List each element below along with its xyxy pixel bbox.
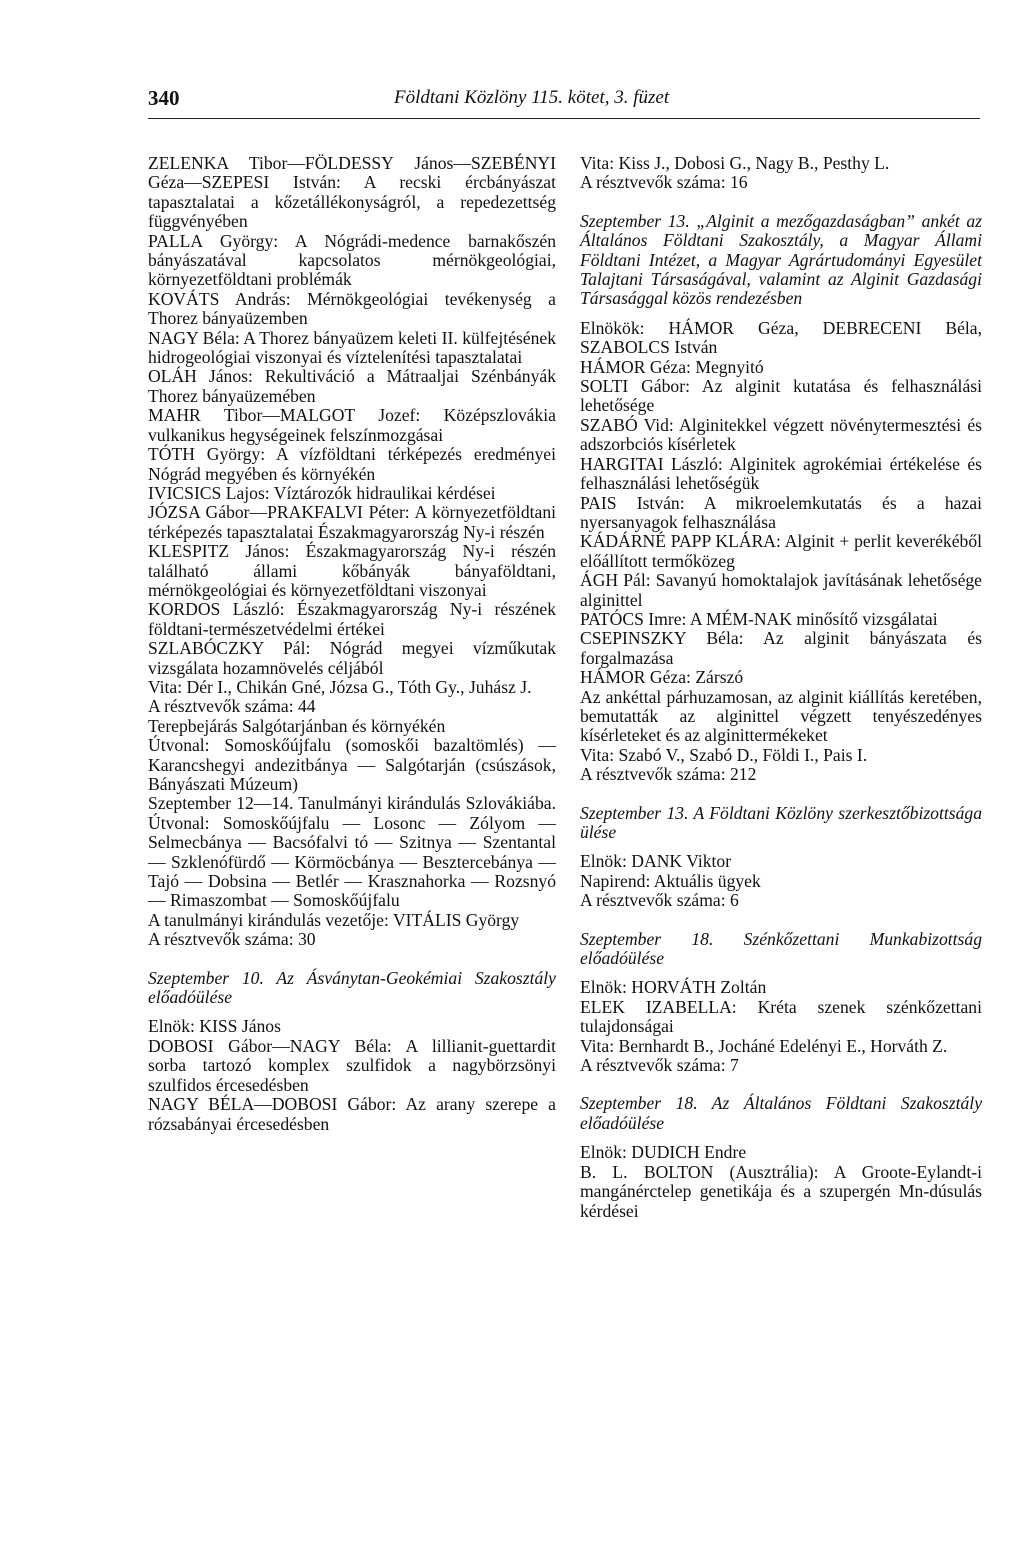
chair-line: Elnök: DANK Viktor (580, 851, 732, 872)
paragraph: Szeptember 12—14. Tanulmányi kirándulás Szlovákiába. Útvonal: Somoskőújfalu — Losonc — Zólyom — Selmecbánya — Bacsófalvi tó — Szitnya — Szentantal — Szklenófürdő — Körmöcbánya — Besztercebánya — Tajó — Dobsina — Betlér — Krasznahorka — Rozsnyó — Rimaszombat — Somoskőújfalu (148, 793, 556, 911)
session-heading: Szeptember 18. Az Általános Földtani Szakosztály előadóülése (580, 1093, 982, 1133)
paragraph: MAHR Tibor—MALGOT Jozef: Középszlovákia vulkanikus hegységeinek felszínmozgásai (148, 405, 556, 445)
page-number: 340 (148, 86, 180, 110)
paragraph: Terepbejárás Salgótarjánban és környékén (148, 715, 446, 736)
session-heading: Szeptember 13. A Földtani Közlöny szerkesztőbizottsága ülése (580, 802, 982, 842)
paragraph: HÁMOR Géza: Megnyitó (580, 356, 764, 377)
attendance-line: A résztvevők száma: 212 (580, 764, 757, 785)
paragraph: KORDOS László: Északmagyarország Ny-i részének földtani-természetvédelmi értékei (148, 599, 556, 639)
paragraph: ELEK IZABELLA: Kréta szenek szénkőzettani tulajdonságai (580, 996, 982, 1037)
chair-line: Elnök: DUDICH Endre (580, 1142, 747, 1163)
discussion-line: Vita: Szabó V., Szabó D., Földi I., Pais I. (580, 744, 868, 765)
paragraph: KÁDÁRNÉ PAPP KLÁRA: Alginit + perlit keverékéből előállított termőközeg (580, 531, 982, 571)
paragraph: A tanulmányi kirándulás vezetője: VITÁLIS György (148, 909, 520, 930)
header-rule (148, 118, 980, 119)
paragraph: JÓZSA Gábor—PRAKFALVI Péter: A környezetföldtani térképezés tapasztalatai Északmagyarország Ny-i részén (148, 502, 556, 542)
right-column (580, 154, 982, 1221)
session-heading: Szeptember 10. Az Ásványtan-Geokémiai Szakosztály előadóülése (148, 967, 556, 1008)
paragraph: NAGY BÉLA—DOBOSI Gábor: Az arany szerepe a rózsabányai ércesedésben (148, 1094, 556, 1134)
paragraph: PATÓCS Imre: A MÉM-NAK minősítő vizsgálatai (580, 608, 938, 629)
discussion-line: Vita: Bernhardt B., Jocháné Edelényi E., Horváth Z. (580, 1035, 948, 1056)
paragraph: PALLA György: A Nógrádi-medence barnakőszén bányászatával kapcsolatos mérnökgeológiai, környezetföldtani problémák (148, 230, 556, 290)
paragraph: NAGY Béla: A Thorez bányaüzem keleti II. külfejtésének hidrogeológiai viszonyai és víztelenítési tapasztalatai (148, 327, 556, 368)
discussion-line: Vita: Dér I., Chikán Gné, Józsa G., Tóth Gy., Juhász J. (148, 676, 532, 697)
paragraph: OLÁH János: Rekultiváció a Mátraaljai Szénbányák Thorez bányaüzemében (148, 366, 556, 406)
paragraph: CSEPINSZKY Béla: Az alginit bányászata és forgalmazása (580, 628, 982, 668)
running-header (148, 86, 980, 114)
attendance-line: A résztvevők száma: 44 (148, 696, 316, 717)
chair-line: Elnök: KISS János (148, 1016, 281, 1037)
paragraph: PAIS István: A mikroelemkutatás és a hazai nyersanyagok felhasználása (580, 492, 982, 532)
paragraph: HARGITAI László: Alginitek agrokémiai értékelése és felhasználási lehetőségük (580, 453, 982, 494)
paragraph: ÁGH Pál: Savanyú homoktalajok javításának lehetősége alginittel (580, 570, 982, 610)
paragraph: SZLABÓCZKY Pál: Nógrád megyei vízműkutak vizsgálata hozamnövelés céljából (148, 638, 556, 678)
discussion-line: Vita: Kiss J., Dobosi G., Nagy B., Pesthy L. (580, 153, 890, 173)
session-heading: Szeptember 18. Szénkőzettani Munkabizottság előadóülése (580, 928, 982, 969)
attendance-line: A résztvevők száma: 30 (148, 929, 316, 950)
paragraph: ZELENKA Tibor—FÖLDESSY János—SZEBÉNYI Géza—SZEPESI István: A recski ércbányászat tapasztalatai a kőzetállékonyságról, a repedezettség függvényében (148, 153, 556, 232)
paragraph: DOBOSI Gábor—NAGY Béla: A lillianit-guettardit sorba tartozó komplex szulfidok a nagybörzsönyi szulfidos ércesedésben (148, 1035, 556, 1095)
attendance-line: A résztvevők száma: 7 (580, 1055, 739, 1076)
paragraph: SZABÓ Vid: Alginitekkel végzett növénytermesztési és adszorbciós kísérletek (580, 414, 982, 455)
attendance-line: A résztvevők száma: 6 (580, 890, 739, 911)
paragraph: KOVÁTS András: Mérnökgeológiai tevékenység a Thorez bányaüzemben (148, 288, 556, 329)
chair-line: Elnök: HORVÁTH Zoltán (580, 977, 767, 998)
chair-line: Elnökök: HÁMOR Géza, DEBRECENI Béla, SZABOLCS István (580, 317, 982, 358)
paragraph: KLESPITZ János: Északmagyarország Ny-i részén található állami kőbányák bányaföldtani, mérnökgeológiai és környezetföldtani viszonyai (148, 541, 556, 600)
paragraph: TÓTH György: A vízföldtani térképezés eredményei Nógrád megyében és környékén (148, 444, 556, 484)
left-column (148, 154, 556, 1134)
paragraph: IVICSICS Lajos: Víztározók hidraulikai kérdései (148, 482, 496, 503)
journal-title: Földtani Közlöny 115. kötet, 3. füzet (394, 87, 670, 108)
attendance-line: A résztvevők száma: 16 (580, 172, 748, 193)
paragraph: HÁMOR Géza: Zárszó (580, 667, 744, 688)
paragraph: B. L. BOLTON (Ausztrália): A Groote-Eylandt-i mangánérctelep genetikája és a szupergén Mn-dúsulás kérdései (580, 1161, 982, 1221)
session-heading: Szeptember 13. „Alginit a mezőgazdaságban” ankét az Általános Földtani Szakosztály, a Magyar Állami Földtani Intézet, a Magyar Agrártudományi Egyesület Talajtani Társaságával, valamint az Alginit Gazdasági Társasággal közös rendezésben (580, 210, 982, 309)
agenda-line: Napirend: Aktuális ügyek (580, 870, 761, 891)
paragraph: Az ankéttal párhuzamosan, az alginit kiállítás keretében, bemutatták az alginittel végzett tenyészedényes kísérleteket és az alginittermékeket (580, 686, 982, 746)
paragraph: Útvonal: Somoskőújfalu (somoskői bazaltömlés) — Karancshegyi andezitbánya — Salgótarján (csúszások, Bányászati Múzeum) (148, 735, 556, 794)
paragraph: SOLTI Gábor: Az alginit kutatása és felhasználási lehetősége (580, 376, 982, 416)
